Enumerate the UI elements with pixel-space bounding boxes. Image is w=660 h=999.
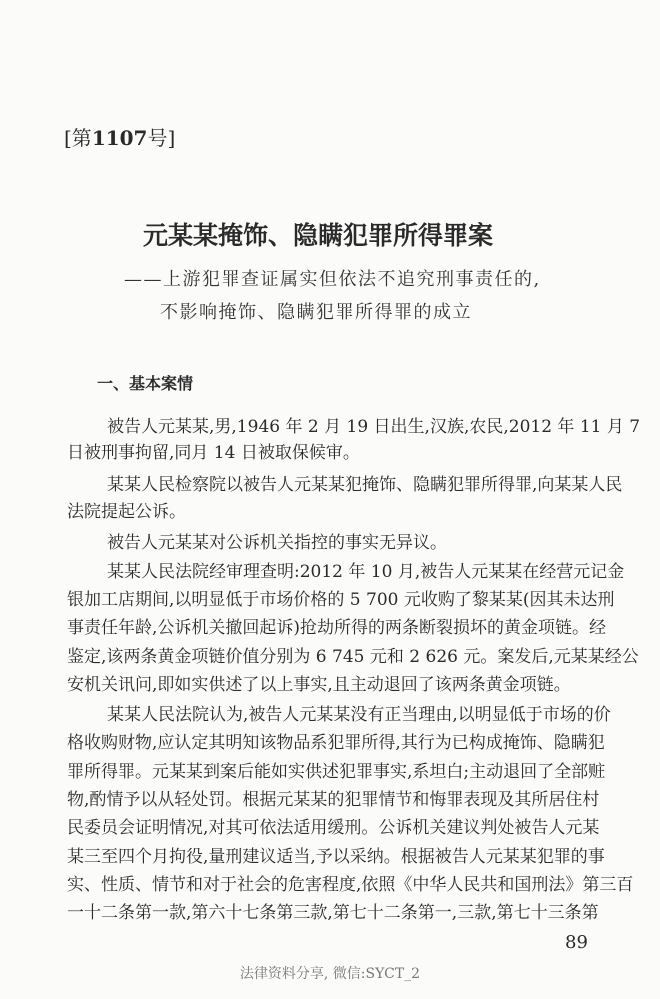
paragraph-5-line: 民委员会证明情况,对其可依法适用缓刑。公诉机关建议判处被告人元某 — [67, 818, 600, 838]
case-number — [64, 122, 175, 151]
paragraph-2-line: 法院提起公诉。 — [67, 502, 186, 522]
case-number-value: 1107 — [91, 126, 148, 150]
paragraph-3-line: 被告人元某某对公诉机关指控的事实无异议。 — [107, 533, 447, 553]
paragraph-5-line: 某三至四个月拘役,量刑建议适当,予以采纳。根据被告人元某某犯罪的事 — [67, 847, 605, 867]
section-heading: 一、基本案情 — [97, 374, 194, 393]
case-number-suffix: 号] — [147, 126, 176, 150]
paragraph-4-line: 银加工店期间,以明显低于市场价格的 5 700 元收购了黎某某(因其未达刑 — [67, 590, 615, 610]
watermark: 法律资料分享, 微信:SYCT_2 — [239, 966, 421, 982]
case-title-wrap — [0, 216, 660, 252]
paragraph-4-line: 事责任年龄,公诉机关撤回起诉)抢劫所得的两条断裂损坏的黄金项链。经 — [67, 618, 607, 638]
paragraph-5-line: 一十二条第一款,第六十七条第三款,第七十二条第一,三款,第七十三条第 — [67, 903, 599, 923]
case-number-prefix: [第 — [64, 126, 92, 150]
subtitle-line-1: ——上游犯罪查证属实但依法不追究刑事责任的, — [124, 269, 541, 290]
case-title: 元某某掩饰、隐瞒犯罪所得罪案 — [142, 221, 493, 250]
paragraph-1-line: 被告人元某某,男,1946 年 2 月 19 日出生,汉族,农民,2012 年 11 月 7 — [107, 417, 641, 437]
paragraph-4-line: 某某人民法院经审理查明:2012 年 10 月,被告人元某某在经营元记金 — [107, 562, 625, 582]
paragraph-4-line: 鉴定,该两条黄金项链价值分别为 6 745 元和 2 626 元。案发后,元某某经公 — [67, 647, 639, 667]
paragraph-5-line: 格收购财物,应认定其明知该物品系犯罪所得,其行为已构成掩饰、隐瞒犯 — [67, 733, 605, 753]
paragraph-5-line: 物,酌情予以从轻处罚。根据元某某的犯罪情节和悔罪表现及其所居住村 — [67, 790, 600, 810]
paragraph-2-line: 某某人民检察院以被告人元某某犯掩饰、隐瞒犯罪所得罪,向某某人民 — [107, 475, 623, 495]
paragraph-5-line: 实、性质、情节和对于社会的危害程度,依照《中华人民共和国刑法》第三百 — [67, 875, 634, 895]
paragraph-4-line: 安机关讯问,即如实供述了以上事实,且主动退回了该两条黄金项链。 — [67, 675, 571, 695]
page-number: 89 — [565, 932, 588, 953]
paragraph-5-line: 罪所得罪。元某某到案后能如实供述犯罪事实,系坦白;主动退回了全部赃 — [67, 762, 606, 782]
subtitle-line-2: 不影响掩饰、隐瞒犯罪所得罪的成立 — [160, 302, 472, 323]
paragraph-1-line: 日被刑事拘留,同月 14 日被取保候审。 — [67, 443, 360, 463]
paragraph-5-line: 某某人民法院认为,被告人元某某没有正当理由,以明显低于市场的价 — [107, 705, 611, 725]
